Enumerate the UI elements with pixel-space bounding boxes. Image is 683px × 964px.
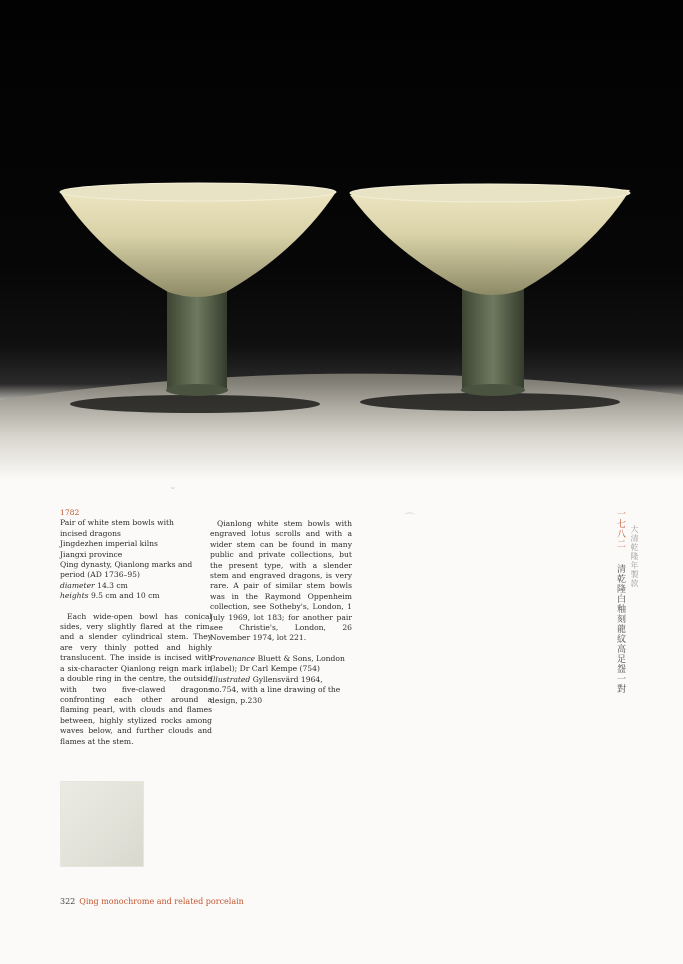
heights-value: 9.5 cm and 10 cm xyxy=(90,591,160,601)
provenance-label: Provenance xyxy=(210,653,256,663)
illustrated-text: Gyllensvärd 1964, no.754, with a line drawing of the design, p.230 xyxy=(210,674,341,705)
chinese-reign-mark: 大清乾隆年製款 xyxy=(630,525,639,588)
commentary-column xyxy=(210,519,352,706)
left-stem-bowl xyxy=(60,183,336,396)
diameter-label: diameter xyxy=(60,580,95,590)
entry-line: Qing dynasty, Qianlong marks and xyxy=(60,560,193,570)
description-paragraph: Each wide-open bowl has conical sides, very slightly flared at the rim, and a slender cylindrical stem. They are very thinly potted and highly translucent. The inside is incised with a six-character Qianlong reign mark in a double ring in the centre, the outside with two five-clawed dragons confronting each other around a flaming pearl, with clouds and flames between, highly stylized rocks among waves below, and further clouds and flames at the stem. xyxy=(60,611,212,746)
comparison-paragraph: Qianlong white stem bowls with engraved lotus scrolls and with a wider stem can be found in many public and private collections, but the present type, with a slender stem and engraved dragons, is very rare. A pair of similar stem bowls was in the Raymond Oppenheim collection, see Sotheby's, London, 1 July 1969, lot 183; for another pair see Christie's, London, 26 November 1974, lot 221. xyxy=(210,519,352,643)
illustrated-line xyxy=(210,675,352,706)
heights-line xyxy=(60,591,212,601)
stem-bowls-photograph xyxy=(0,0,683,480)
chinese-title: 清乾隆白釉刻龍紋高足盌一對 xyxy=(615,564,625,694)
catalogue-number: 1782 xyxy=(60,508,80,517)
catalogue-entry-column xyxy=(60,508,212,747)
paper-speck: ˇ xyxy=(170,486,176,499)
entry-line: Jingdezhen imperial kilns xyxy=(60,539,158,549)
entry-line: Jiangxi province xyxy=(60,549,123,559)
page-footer xyxy=(60,897,244,907)
diameter-value: 14.3 cm xyxy=(97,580,128,590)
running-title: Qing monochrome and related porcelain xyxy=(79,897,244,906)
provenance-line xyxy=(210,654,352,675)
entry-line: Pair of white stem bowls with xyxy=(60,518,174,528)
illustrated-label: Illustrated xyxy=(210,674,251,684)
right-stem-bowl xyxy=(350,184,630,396)
reign-mark-detail-image xyxy=(60,781,144,867)
entry-line: period (AD 1736–95) xyxy=(60,570,140,580)
provenance-text: Bluett & Sons, London (label); Dr Carl Kempe (754) xyxy=(210,653,345,674)
page-number: 322 xyxy=(60,897,76,906)
paper-speck: ⌒ xyxy=(404,512,415,525)
heights-label: heights xyxy=(60,591,89,601)
chinese-catalogue-number: 一七八二 xyxy=(615,509,625,549)
diameter-line xyxy=(60,581,212,591)
entry-line: incised dragons xyxy=(60,528,121,538)
